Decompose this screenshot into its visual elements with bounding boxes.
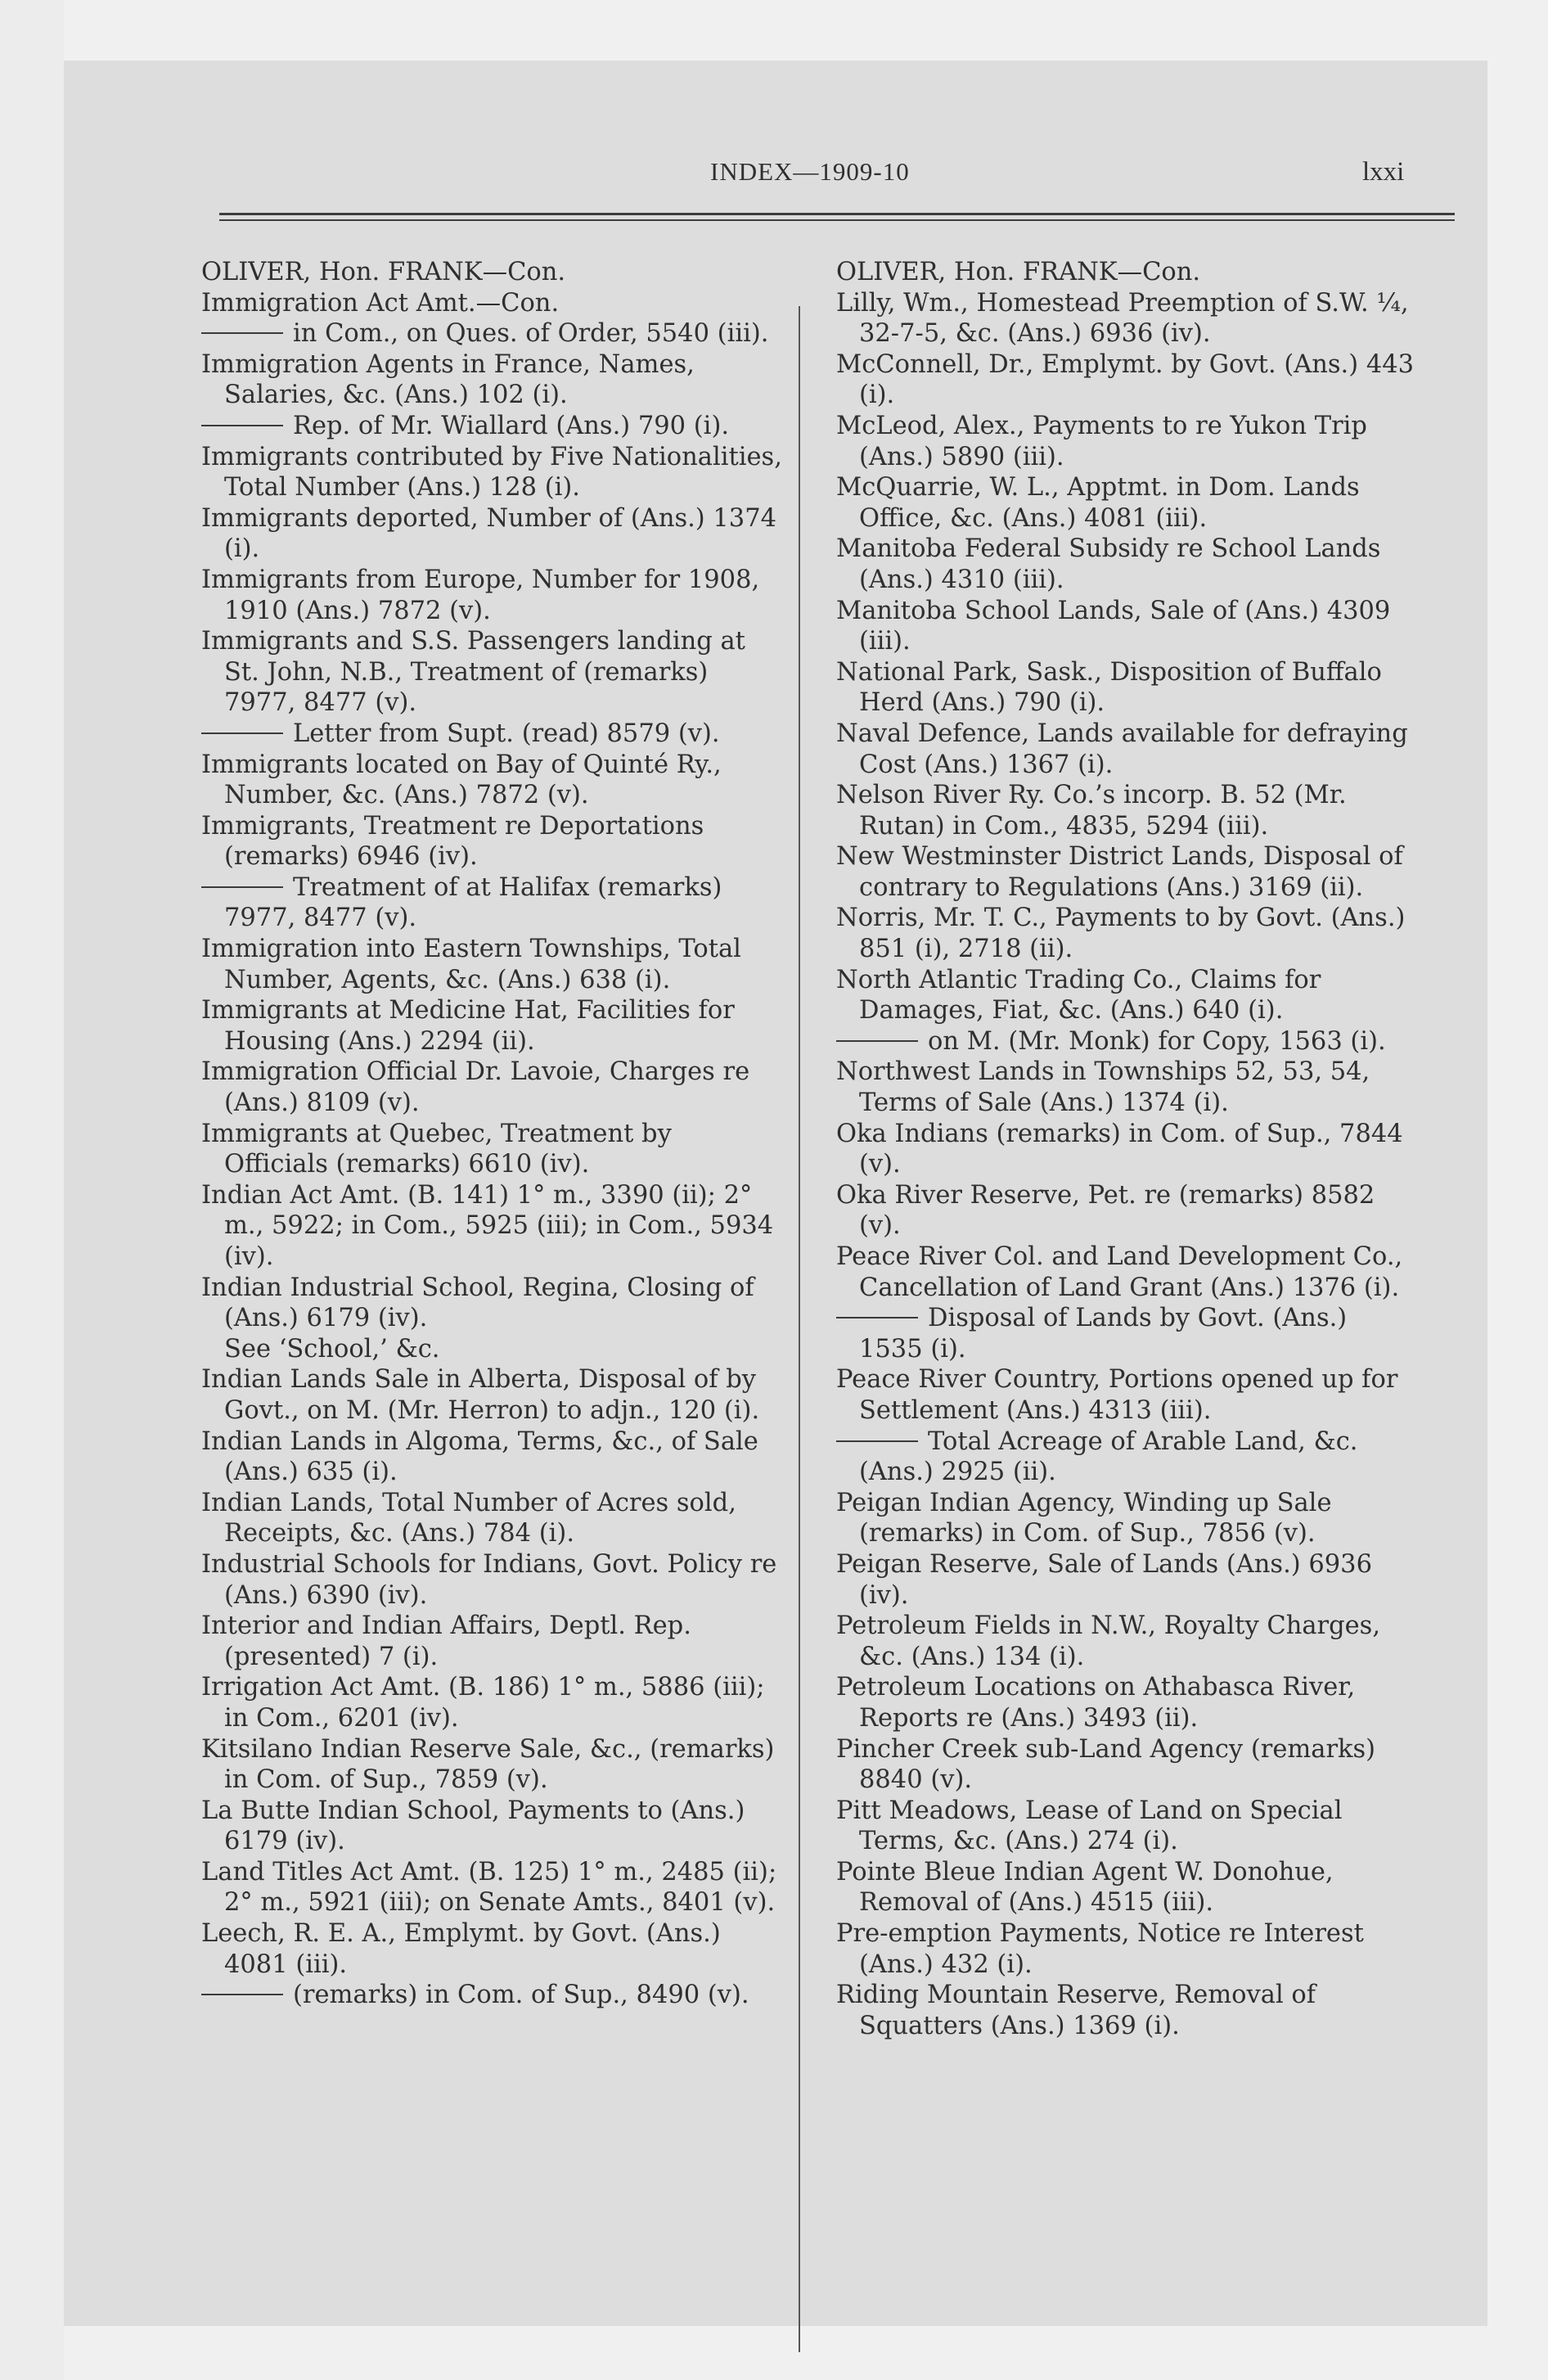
index-entry-text: Oka Indians (remarks) in Com. of Sup., 7844 (v). bbox=[836, 1119, 1411, 1179]
index-entry-text: Manitoba Federal Subsidy re School Lands (Ans.) 4310 (iii). bbox=[836, 534, 1389, 594]
index-entry bbox=[201, 565, 782, 626]
index-entry bbox=[836, 965, 1417, 1026]
index-entry-text: Pointe Bleue Indian Agent W. Donohue, Removal of (Ans.) 4515 (iii). bbox=[836, 1857, 1342, 1918]
scan-margin bbox=[0, 0, 64, 2380]
index-entry-text: Riding Mountain Reserve, Removal of Squatters (Ans.) 1369 (i). bbox=[836, 1981, 1324, 2040]
index-entry-text: Treatment of at Halifax (remarks) 7977, 8477 (v). bbox=[224, 872, 731, 933]
index-entry bbox=[836, 1026, 1417, 1057]
left-entry-list bbox=[201, 288, 790, 2011]
index-entry-text: McLeod, Alex., Payments to re Yukon Trip (Ans.) 5890 (iii). bbox=[836, 411, 1375, 471]
index-entry-text: (remarks) in Com. of Sup., 8490 (v). bbox=[293, 1981, 749, 2010]
column-divider bbox=[799, 306, 800, 2352]
index-entry bbox=[836, 657, 1417, 719]
index-entry bbox=[836, 1918, 1417, 1980]
index-entry-text: Peigan Indian Agency, Winding up Sale (remarks) in Com. of Sup., 7856 (v). bbox=[836, 1488, 1340, 1548]
index-entry-text: on M. (Mr. Monk) for Copy, 1563 (i). bbox=[928, 1026, 1386, 1056]
index-entry bbox=[201, 442, 790, 503]
ditto-dash bbox=[836, 1040, 918, 1042]
page-number: lxxi bbox=[1362, 157, 1405, 187]
index-entry bbox=[201, 1427, 782, 1488]
ditto-dash bbox=[836, 1440, 918, 1442]
index-entry-text: Immigrants located on Bay of Quinté Ry., Number, &c. (Ans.) 7872 (v). bbox=[201, 750, 730, 810]
index-entry-text: Oka River Reserve, Pet. re (remarks) 8582 (v). bbox=[836, 1180, 1384, 1241]
index-entry bbox=[201, 1549, 785, 1611]
header-rule-thin bbox=[219, 219, 1455, 221]
index-entry bbox=[836, 780, 1417, 841]
running-title: INDEX—1909-10 bbox=[710, 157, 910, 186]
index-entry-text: Kitsilano Indian Reserve Sale, &c., (remarks) in Com. of Sup., 7859 (v). bbox=[201, 1734, 783, 1795]
index-entry-text: Pincher Creek sub-Land Agency (remarks) 8840 (v). bbox=[836, 1734, 1384, 1795]
index-entry bbox=[836, 1242, 1417, 1303]
index-entry bbox=[836, 1796, 1417, 1857]
index-entry bbox=[836, 1672, 1417, 1733]
index-entry bbox=[836, 472, 1417, 534]
index-entry bbox=[836, 1488, 1417, 1549]
index-entry-text: Industrial Schools for Indians, Govt. Policy re (Ans.) 6390 (iv). bbox=[201, 1549, 785, 1610]
index-entry bbox=[836, 596, 1417, 657]
index-entry bbox=[201, 1180, 782, 1273]
index-entry-text: Immigration into Eastern Townships, Total Number, Agents, &c. (Ans.) 638 (i). bbox=[201, 935, 749, 994]
index-entry bbox=[836, 1364, 1417, 1426]
index-entry-text: Immigrants deported, Number of (Ans.) 1374 (i). bbox=[201, 503, 785, 564]
index-entry bbox=[201, 1334, 782, 1365]
index-entry-text: Irrigation Act Amt. (B. 186) 1° m., 5886 (iii); in Com., 6201 (iv). bbox=[201, 1673, 773, 1733]
ditto-dash bbox=[836, 1317, 918, 1318]
ditto-dash bbox=[201, 886, 283, 888]
index-entry bbox=[836, 1734, 1417, 1796]
index-entry bbox=[836, 1180, 1417, 1242]
index-entry bbox=[201, 811, 782, 872]
index-entry bbox=[201, 1980, 782, 2011]
index-entry-text: Petroleum Fields in N.W., Royalty Charges, &c. (Ans.) 134 (i). bbox=[836, 1611, 1388, 1671]
index-entry-text: Immigrants from Europe, Number for 1908, 1910 (Ans.) 7872 (v). bbox=[201, 565, 767, 625]
index-entry-text: Pitt Meadows, Lease of Land on Special Terms, &c. (Ans.) 274 (i). bbox=[836, 1796, 1351, 1856]
index-entry-text: Indian Lands, Total Number of Acres sold, Receipts, &c. (Ans.) 784 (i). bbox=[201, 1488, 745, 1548]
index-entry-text: Pre-emption Payments, Notice re Interest (Ans.) 432 (i). bbox=[836, 1919, 1372, 1979]
index-entry bbox=[201, 1611, 782, 1672]
index-page bbox=[64, 61, 1487, 2326]
index-entry bbox=[836, 534, 1417, 595]
index-entry bbox=[836, 1611, 1417, 1672]
index-entry-text: Leech, R. E. A., Emplymt. by Govt. (Ans.) 4081 (iii). bbox=[201, 1919, 729, 1979]
index-entry bbox=[836, 349, 1422, 411]
index-entry-text: Indian Lands in Algoma, Terms, &c., of Sale (Ans.) 635 (i). bbox=[201, 1427, 767, 1487]
index-entry bbox=[836, 1303, 1417, 1364]
left-column bbox=[201, 257, 790, 2011]
index-entry bbox=[201, 1857, 785, 1918]
index-entry-text: Peace River Country, Portions opened up for Settlement (Ans.) 4313 (iii). bbox=[836, 1365, 1406, 1425]
index-entry bbox=[201, 1918, 782, 1980]
index-entry bbox=[836, 288, 1417, 349]
index-entry bbox=[201, 934, 782, 995]
index-entry-text: National Park, Sask., Disposition of Buffalo Herd (Ans.) 790 (i). bbox=[836, 657, 1390, 718]
index-entry bbox=[836, 1980, 1417, 2041]
index-entry bbox=[836, 1857, 1417, 1918]
index-entry-text: Immigrants at Medicine Hat, Facilities for Housing (Ans.) 2294 (ii). bbox=[201, 996, 743, 1056]
index-entry bbox=[201, 288, 782, 319]
index-entry-text: Indian Industrial School, Regina, Closing of (Ans.) 6179 (iv). bbox=[201, 1273, 763, 1333]
index-entry bbox=[201, 1672, 782, 1733]
index-entry-text: Manitoba School Lands, Sale of (Ans.) 4309 (iii). bbox=[836, 596, 1399, 656]
index-entry bbox=[201, 1273, 782, 1334]
index-entry bbox=[836, 1119, 1417, 1180]
index-entry bbox=[836, 841, 1417, 903]
index-entry bbox=[836, 719, 1417, 780]
index-entry-text: Naval Defence, Lands available for defraying Cost (Ans.) 1367 (i). bbox=[836, 719, 1416, 779]
index-entry-text: Nelson River Ry. Co.’s incorp. B. 52 (Mr. Rutan) in Com., 4835, 5294 (iii). bbox=[836, 781, 1355, 841]
ditto-dash bbox=[201, 332, 283, 334]
index-entry bbox=[201, 503, 785, 565]
index-entry bbox=[836, 411, 1417, 472]
index-entry-text: North Atlantic Trading Co., Claims for Damages, Fiat, &c. (Ans.) 640 (i). bbox=[836, 965, 1330, 1025]
index-entry-text: McConnell, Dr., Emplymt. by Govt. (Ans.) 443 (i). bbox=[836, 349, 1422, 410]
index-entry-text: Letter from Supt. (read) 8579 (v). bbox=[293, 719, 720, 748]
index-entry bbox=[201, 349, 782, 411]
index-entry-text: Peigan Reserve, Sale of Lands (Ans.) 6936 (iv). bbox=[836, 1549, 1380, 1610]
index-entry-text: New Westminster District Lands, Disposal of contrary to Regulations (Ans.) 3169 (ii). bbox=[836, 842, 1411, 902]
index-entry-text: McQuarrie, W. L., Apptmt. in Dom. Lands Office, &c. (Ans.) 4081 (iii). bbox=[836, 473, 1368, 533]
index-entry-text: Total Acreage of Arable Land, &c. (Ans.) 2925 (ii). bbox=[859, 1427, 1366, 1487]
index-entry-text: See ‘School,’ &c. bbox=[224, 1334, 440, 1364]
index-entry-text: Peace River Col. and Land Development Co., Cancellation of Land Grant (Ans.) 1376 (i). bbox=[836, 1242, 1411, 1302]
index-entry bbox=[201, 318, 782, 349]
index-entry bbox=[836, 1549, 1417, 1611]
index-entry bbox=[201, 995, 782, 1057]
header-rule bbox=[219, 213, 1455, 215]
right-entry-list bbox=[836, 288, 1422, 2042]
ditto-dash bbox=[201, 425, 283, 426]
index-entry-text: Norris, Mr. T. C., Payments to by Govt. (Ans.) 851 (i), 2718 (ii). bbox=[836, 904, 1414, 964]
index-entry-text: Immigration Agents in France, Names, Salaries, &c. (Ans.) 102 (i). bbox=[201, 349, 703, 410]
index-entry-text: Immigrants and S.S. Passengers landing at St. John, N.B., Treatment of (remarks) 7977, 8477 (v). bbox=[201, 627, 754, 718]
index-entry-text: in Com., on Ques. of Order, 5540 (iii). bbox=[293, 319, 769, 349]
ditto-dash bbox=[201, 1994, 283, 1995]
index-entry-text: Indian Lands Sale in Alberta, Disposal of by Govt., on M. (Mr. Herron) to adjn., 120 (i). bbox=[201, 1365, 764, 1425]
index-entry-text: Indian Act Amt. (B. 141) 1° m., 3390 (ii); 2° m., 5922; in Com., 5925 (iii); in Com., 5934 (iv). bbox=[201, 1180, 781, 1271]
index-entry bbox=[201, 719, 782, 750]
index-entry-text: Immigrants, Treatment re Deportations (remarks) 6946 (iv). bbox=[201, 811, 712, 872]
left-column-heading: OLIVER, Hon. FRANK—Con. bbox=[201, 258, 566, 286]
index-entry bbox=[201, 1057, 782, 1118]
index-entry-text: Immigrants contributed by Five Nationalities, Total Number (Ans.) 128 (i). bbox=[201, 442, 790, 503]
index-entry bbox=[836, 903, 1417, 964]
index-entry bbox=[201, 1488, 782, 1549]
index-entry bbox=[201, 1734, 782, 1796]
index-entry-text: Lilly, Wm., Homestead Preemption of S.W. ¼, 32-7-5, &c. (Ans.) 6936 (iv). bbox=[836, 288, 1417, 349]
index-entry-text: La Butte Indian School, Payments to (Ans.) 6179 (iv). bbox=[201, 1796, 754, 1856]
index-entry bbox=[201, 1796, 782, 1857]
index-entry bbox=[201, 1119, 782, 1180]
right-column-heading: OLIVER, Hon. FRANK—Con. bbox=[836, 258, 1201, 286]
index-entry bbox=[836, 1427, 1417, 1488]
index-entry bbox=[836, 1057, 1417, 1118]
index-entry bbox=[201, 411, 782, 442]
index-entry bbox=[201, 750, 782, 811]
index-entry-text: Immigration Act Amt.—Con. bbox=[201, 288, 560, 318]
index-entry-text: Northwest Lands in Townships 52, 53, 54, Terms of Sale (Ans.) 1374 (i). bbox=[836, 1057, 1378, 1118]
index-entry bbox=[201, 1364, 782, 1426]
index-entry-text: Immigrants at Quebec, Treatment by Officials (remarks) 6610 (iv). bbox=[201, 1119, 680, 1179]
index-entry bbox=[201, 626, 782, 719]
index-entry bbox=[201, 872, 782, 934]
index-entry-text: Petroleum Locations on Athabasca River, Reports re (Ans.) 3493 (ii). bbox=[836, 1673, 1363, 1733]
page-header bbox=[64, 61, 1487, 187]
index-entry-text: Immigration Official Dr. Lavoie, Charges re (Ans.) 8109 (v). bbox=[201, 1057, 758, 1118]
index-entry-text: Disposal of Lands by Govt. (Ans.) 1535 (i). bbox=[859, 1304, 1355, 1364]
index-entry-text: Interior and Indian Affairs, Deptl. Rep. (presented) 7 (i). bbox=[201, 1611, 700, 1671]
right-column bbox=[836, 257, 1422, 2041]
ditto-dash bbox=[201, 732, 283, 734]
index-entry-text: Rep. of Mr. Wiallard (Ans.) 790 (i). bbox=[293, 411, 730, 440]
index-entry-text: Land Titles Act Amt. (B. 125) 1° m., 2485 (ii); 2° m., 5921 (iii); on Senate Amts., 8401 (v). bbox=[201, 1857, 785, 1918]
